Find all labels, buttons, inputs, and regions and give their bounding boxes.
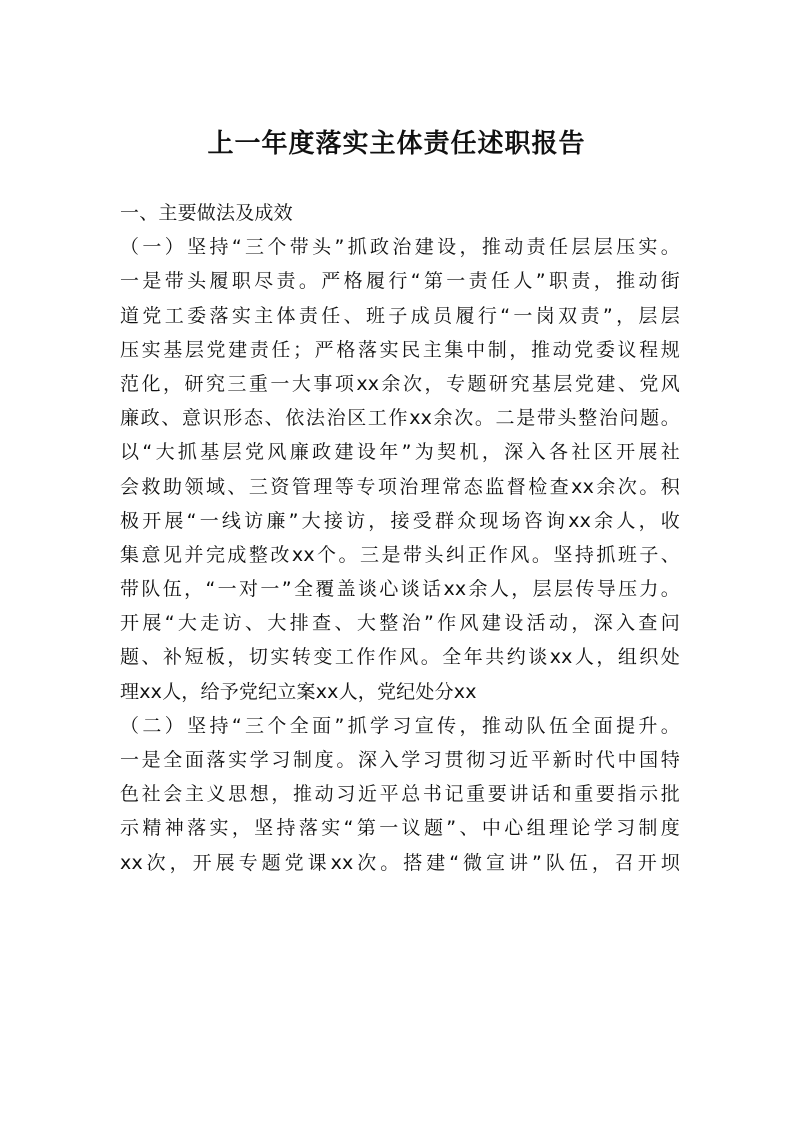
text-line: 色社会主义思想，推动习近平总书记重要讲话和重要指示批	[120, 783, 680, 806]
text-line: 范化，研究三重一大事项xx余次，专题研究基层党建、党风	[120, 372, 680, 395]
text-line: 开展“大走访、大排查、大整治”作风建设活动，深入查问	[120, 612, 680, 635]
document-body	[120, 196, 680, 880]
text-line: 理xx人，给予党纪立案xx人，党纪处分xx	[120, 680, 477, 703]
text-line: 道党工委落实主体责任、班子成员履行“一岗双责”，层层	[120, 304, 680, 327]
text-line: 以“大抓基层党风廉政建设年”为契机，深入各社区开展社	[120, 441, 680, 464]
text-line: 极开展“一线访廉”大接访，接受群众现场咨询xx余人，收	[120, 509, 680, 532]
text-line: 示精神落实，坚持落实“第一议题”、中心组理论学习制度	[120, 817, 680, 840]
text-line: 一是全面落实学习制度。深入学习贯彻习近平新时代中国特	[120, 749, 680, 771]
text-line: xx次，开展专题党课xx次。搭建“微宣讲”队伍，召开坝	[120, 851, 680, 874]
text-line: （一）坚持“三个带头”抓政治建设，推动责任层层压实。	[120, 236, 680, 259]
text-line: 题、补短板，切实转变工作作风。全年共约谈xx人，组织处	[120, 646, 680, 669]
text-line: 压实基层党建责任；严格落实民主集中制，推动党委议程规	[120, 338, 680, 361]
text-line: 会救助领域、三资管理等专项治理常态监督检查xx余次。积	[120, 475, 680, 498]
text-line: 集意见并完成整改xx个。三是带头纠正作风。坚持抓班子、	[120, 543, 680, 566]
text-line: （二）坚持“三个全面”抓学习宣传，推动队伍全面提升。	[120, 714, 680, 737]
text-line: 廉政、意识形态、依法治区工作xx余次。二是带头整治问题。	[120, 407, 680, 430]
text-line: 一、主要做法及成效	[120, 202, 293, 224]
text-line: 一是带头履职尽责。严格履行“第一责任人”职责，推动街	[120, 270, 680, 293]
document-title: 上一年度落实主体责任述职报告	[207, 129, 586, 159]
text-line: 带队伍，“一对一”全覆盖谈心谈话xx余人，层层传导压力。	[120, 578, 680, 601]
